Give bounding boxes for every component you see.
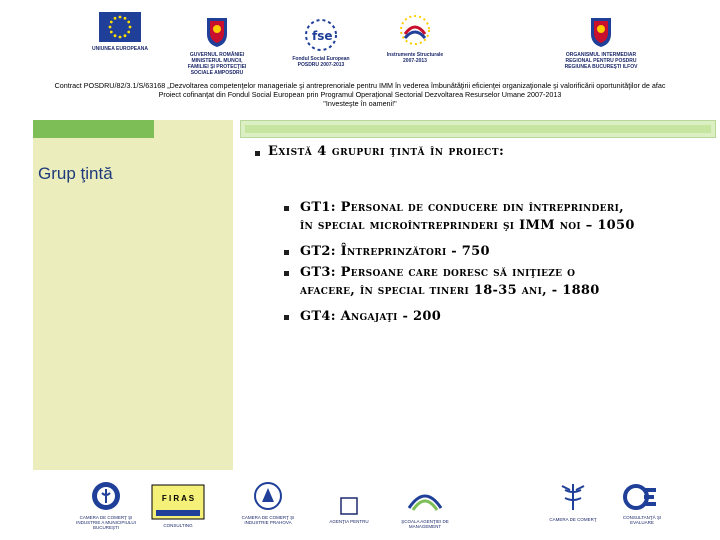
logo-caption: CAMERA DE COMERŢ: [549, 517, 597, 522]
chamber-crest-icon: [90, 480, 122, 512]
list-item: [300, 243, 490, 261]
main-bullet-marker: [255, 151, 260, 156]
eu-logo: [92, 12, 148, 52]
ministry-crest-icon: [204, 14, 230, 48]
slogan-line: "Investeşte în oameni!": [323, 99, 397, 108]
item-line: afacere, în special tineri 18-35 ani, - 1880: [300, 283, 600, 298]
regional-crest-icon: [588, 14, 614, 48]
logo-caption: CONSULTING: [163, 523, 193, 528]
cofinance-line: Proiect cofinanţat din Fondul Social European prin Programul Operaţional Sectorial Dezvoltarea Resurselor Umane 2007-2013: [158, 90, 562, 99]
logo-caption: UNIUNEA EUROPEANA: [92, 46, 148, 52]
partner-logo: [232, 480, 304, 525]
left-accent-bar: [33, 120, 154, 138]
eu-flag-icon: [99, 12, 141, 42]
item-line: GT2: Întreprinzători - 750: [300, 244, 490, 259]
project-header: [0, 81, 720, 108]
content-panel: [233, 138, 715, 470]
list-item: [300, 264, 600, 300]
fse-logo: [288, 18, 354, 68]
svg-text:fse: fse: [312, 29, 333, 43]
partner-logo: [150, 484, 206, 528]
partner-logo: [614, 482, 670, 525]
partner-logo: [540, 480, 606, 522]
item-bullet-marker: [284, 250, 289, 255]
contract-line: Contract POSDRU/82/3.1/S/63168 „Dezvoltarea competenţelor manageriale şi antreprenoriale pentru IMM în vederea îmbunătăţirii eficienţei organizaţionale şi valorificării oportunităţilor de afac: [54, 81, 666, 90]
caduceus-logo-icon: [556, 480, 590, 514]
ce-logo-icon: [622, 482, 662, 512]
list-item: [300, 199, 635, 235]
logo-caption: Instrumente Structurale 2007-2013: [386, 52, 444, 64]
content-accent-bar: [240, 120, 716, 138]
logo-caption: CONSULTANŢĂ ŞI EVALUARE: [622, 515, 662, 525]
logo-caption: ŞCOALA AGENŢIEI DE MANAGEMENT: [401, 519, 449, 529]
fse-logo-icon: [304, 18, 338, 52]
structural-instruments-logo: [382, 12, 448, 64]
item-line: GT3: Persoane care doresc să iniţieze o: [300, 265, 576, 280]
slide-title: Grup ţintă: [38, 164, 113, 183]
logo-caption: AGENŢIA PENTRU: [329, 519, 369, 524]
list-item: [300, 308, 441, 326]
logo-caption: ORGANISMUL INTERMEDIAR REGIONAL PENTRU POSDRU REGIUNEA BUCUREŞTI ILFOV: [564, 52, 638, 70]
firms-wordmark: F I R A S: [161, 494, 195, 503]
partner-logo: [392, 478, 458, 529]
item-bullet-marker: [284, 271, 289, 276]
partner-logo-row: [0, 478, 720, 538]
partner-logo: [72, 480, 140, 530]
item-line: GT1: Personal de conducere din întreprinderi,: [300, 200, 624, 215]
agency-logo-icon: [339, 496, 359, 516]
item-line: GT4: Angajaţi - 200: [300, 309, 442, 324]
logo-caption: GUVERNUL ROMÂNIEI MINISTERUL MUNCII, FAMILIEI ŞI PROTECŢIEI SOCIALE AMPOSDRU: [187, 52, 247, 76]
main-bullet-text: Există 4 grupuri ţintă în proiect:: [268, 144, 505, 159]
item-line: în special microîntreprinderi şi IMM noi – 1050: [300, 218, 635, 233]
item-bullet-marker: [284, 315, 289, 320]
ministry-logo: [182, 14, 252, 76]
school-logo-icon: [405, 478, 445, 516]
header-logo-row: [0, 8, 720, 80]
logo-caption: CAMERA DE COMERŢ ŞI INDUSTRIE A MUNICIPIULUI BUCUREŞTI: [76, 515, 136, 530]
logo-caption: CAMERA DE COMERŢ ŞI INDUSTRIE PRAHOVA: [241, 515, 295, 525]
regional-logo: [556, 14, 646, 70]
partner-logo: [322, 496, 376, 524]
item-bullet-marker: [284, 206, 289, 211]
structural-instruments-icon: [397, 12, 433, 48]
chamber-logo-icon: [252, 480, 284, 512]
logo-caption: Fondul Social European POSDRU 2007-2013: [292, 56, 350, 68]
